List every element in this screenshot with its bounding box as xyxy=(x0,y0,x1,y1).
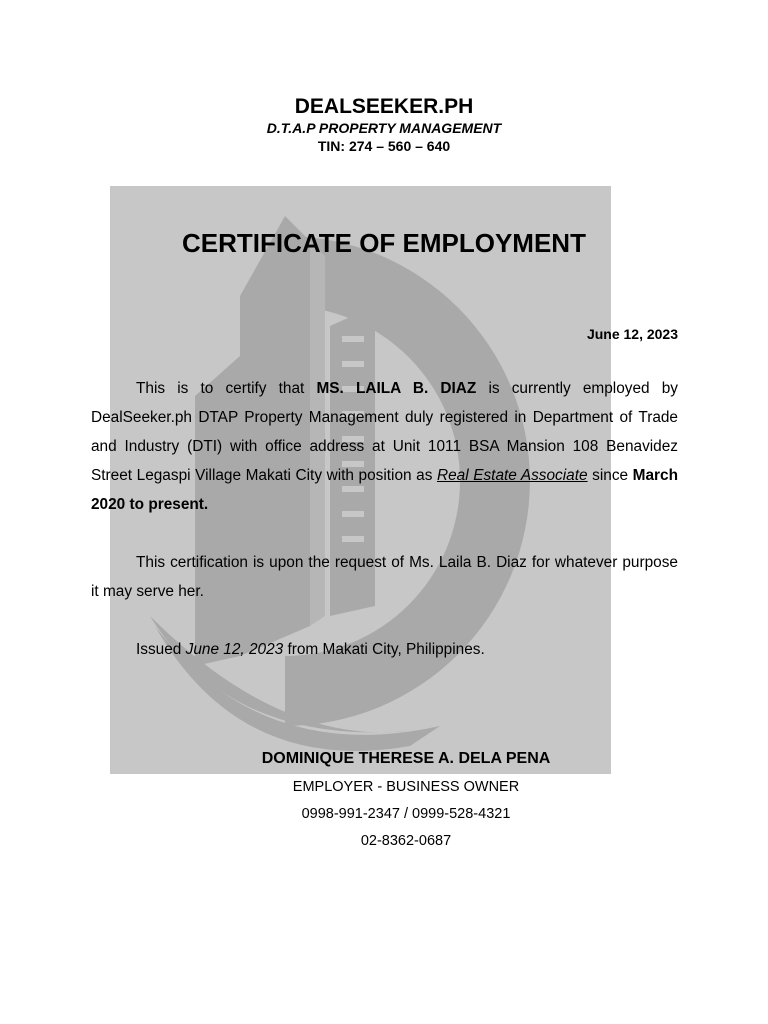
issued-suffix: from Makati City, Philippines. xyxy=(283,641,485,658)
document-title: CERTIFICATE OF EMPLOYMENT xyxy=(182,228,586,258)
document-date: June 12, 2023 xyxy=(586,326,678,342)
letterhead xyxy=(0,94,768,155)
para1-intro: This is to certify that xyxy=(136,380,317,397)
company-name: DEALSEEKER.PH xyxy=(294,95,474,118)
company-subtitle: D.T.A.P PROPERTY MANAGEMENT xyxy=(266,120,502,136)
issued-prefix: Issued xyxy=(136,641,186,658)
employee-position: Real Estate Associate xyxy=(436,467,588,484)
certification-paragraph xyxy=(91,374,678,519)
signatory-title: EMPLOYER - BUSINESS OWNER xyxy=(292,779,520,795)
issued-paragraph xyxy=(91,635,678,664)
employment-period: March 2020 to present. xyxy=(91,467,678,513)
signatory-name: DOMINIQUE THERESE A. DELA PENA xyxy=(261,750,551,767)
signature-block xyxy=(148,748,664,855)
issued-date: June 12, 2023 xyxy=(185,641,284,658)
company-tin: TIN: 274 – 560 – 640 xyxy=(317,138,451,154)
request-paragraph: This certification is upon the request of Ms. Laila B. Diaz for whatever purpose it may serve her. xyxy=(91,554,678,600)
signatory-mobile: 0998-991-2347 / 0999-528-4321 xyxy=(301,806,511,822)
para1-since: since xyxy=(587,467,633,484)
signatory-landline: 02-8362-0687 xyxy=(360,833,452,849)
employee-name: MS. LAILA B. DIAZ xyxy=(316,380,477,397)
para1-body: is currently employed by DealSeeker.ph DTAP Property Management duly registered in Department of Trade and Industry (DTI) with office address at Unit 1011 BSA Mansion 108 Benavidez Street Legaspi Village Makati City with position as xyxy=(91,380,678,484)
